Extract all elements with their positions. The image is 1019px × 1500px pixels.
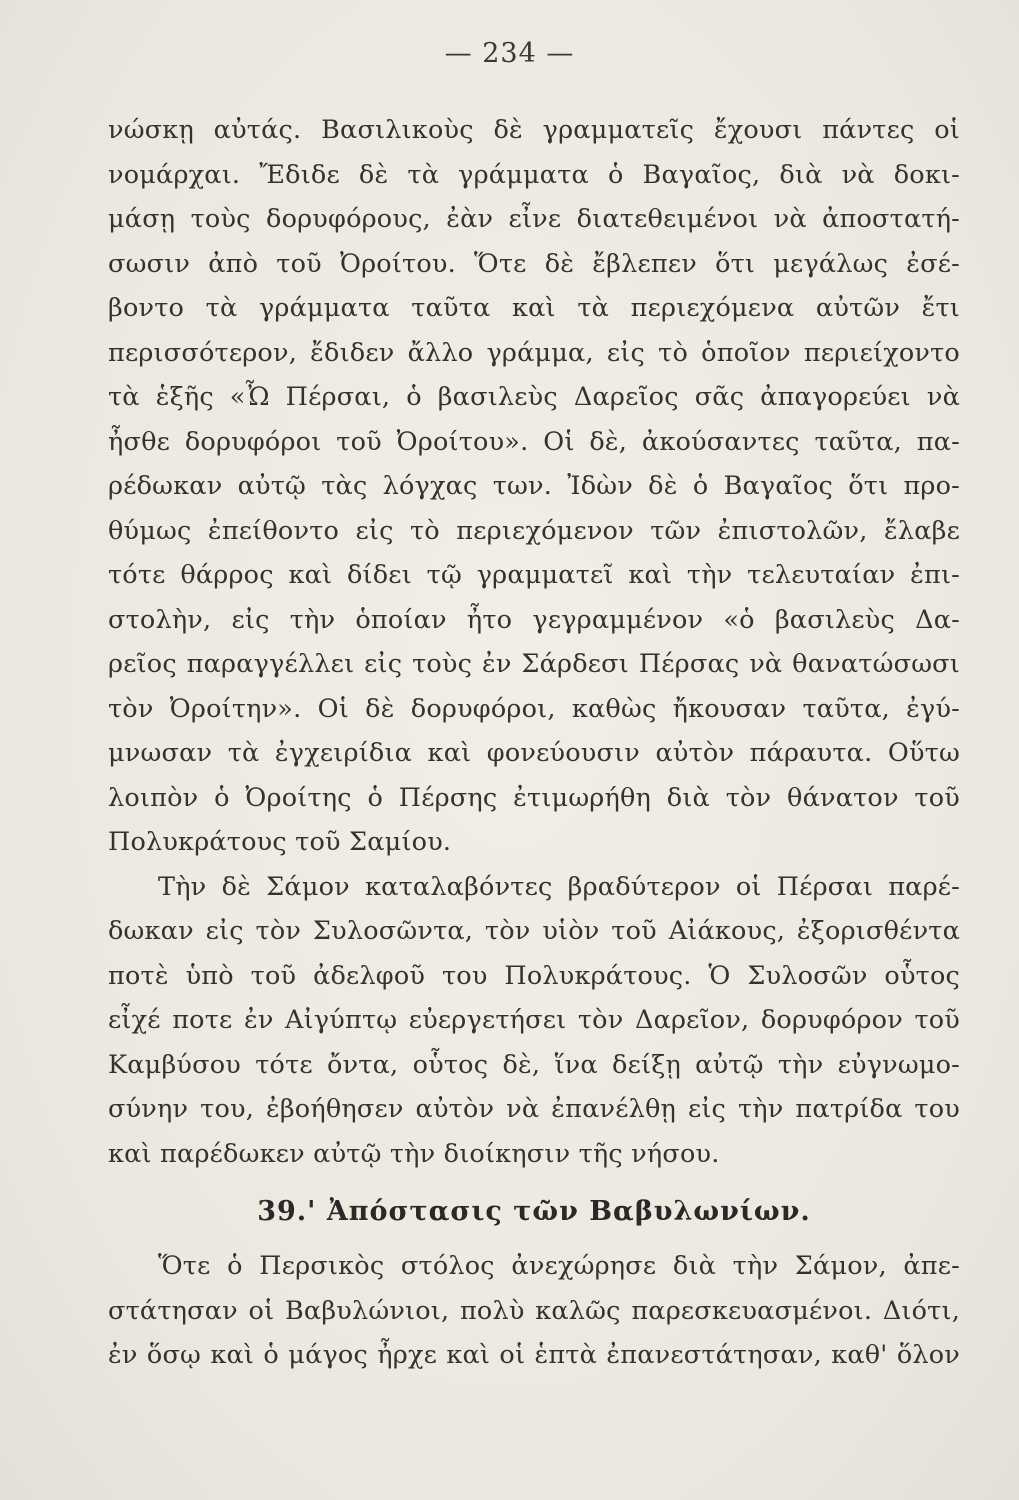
text-line: ἦσθε δορυφόροι τοῦ Ὀροίτου». Οἱ δὲ, ἀκούσαντες ταῦτα, πα- xyxy=(108,426,960,457)
text-line: σωσιν ἀπὸ τοῦ Ὀροίτου. Ὅτε δὲ ἔβλεπεν ὅτι μεγάλως ἐσέ- xyxy=(108,248,960,279)
text-line: νομάρχαι. Ἔδιδε δὲ τὰ γράμματα ὁ Βαγαῖος, διὰ νὰ δοκι- xyxy=(108,159,960,190)
text-line: Τὴν δὲ Σάμον καταλαβόντες βραδύτερον οἱ Πέρσαι παρέ- xyxy=(158,871,960,902)
text-line: τότε θάρρος καὶ δίδει τῷ γραμματεῖ καὶ τὴν τελευταίαν ἐπι- xyxy=(108,560,960,590)
text-line: ποτὲ ὑπὸ τοῦ ἀδελφοῦ του Πολυκράτους. Ὁ Συλοσῶν οὗτος xyxy=(108,960,960,991)
text-line: λοιπὸν ὁ Ὀροίτης ὁ Πέρσης ἐτιμωρήθη διὰ τὸν θάνατον τοῦ xyxy=(108,782,960,813)
paragraph-2 xyxy=(108,865,960,1177)
text-line: μνωσαν τὰ ἐγχειρίδια καὶ φονεύουσιν αὐτὸν πάραυτα. Οὕτω xyxy=(108,738,960,768)
text-line: ρεῖος παραγγέλλει εἰς τοὺς ἐν Σάρδεσι Πέρσας νὰ θανατώσωσι xyxy=(108,649,960,679)
text-line: στολὴν, εἰς τὴν ὁποίαν ἦτο γεγραμμένον «ὁ βασιλεὺς Δα- xyxy=(108,604,960,635)
paragraph-3 xyxy=(108,1244,960,1378)
page-number: — 234 — xyxy=(444,38,575,69)
text-line: ρέδωκαν αὐτῷ τὰς λόγχας των. Ἰδὼν δὲ ὁ Βαγαῖος ὅτι προ- xyxy=(108,471,960,501)
body-text xyxy=(108,108,960,1378)
text-line: μάσῃ τοὺς δορυφόρους, ἐὰν εἶνε διατεθειμένοι νὰ ἀποστατή- xyxy=(108,204,960,234)
paragraph-1 xyxy=(108,108,960,865)
text-line: βοντο τὰ γράμματα ταῦτα καὶ τὰ περιεχόμενα αὐτῶν ἔτι xyxy=(108,293,960,323)
text-line: τὰ ἑξῆς «Ὦ Πέρσαι, ὁ βασιλεὺς Δαρεῖος σᾶς ἀπαγορεύει νὰ xyxy=(108,382,960,412)
text-line: δωκαν εἰς τὸν Συλοσῶντα, τὸν υἱὸν τοῦ Αἰάκους, ἐξορισθέντα xyxy=(108,916,960,946)
text-line: σύνην του, ἐβοήθησεν αὐτὸν νὰ ἐπανέλθῃ εἰς τὴν πατρίδα του xyxy=(108,1094,960,1124)
text-line: Πολυκράτους τοῦ Σαμίου. xyxy=(108,827,452,857)
text-line: καὶ παρέδωκεν αὐτῷ τὴν διοίκησιν τῆς νήσου. xyxy=(108,1138,720,1169)
text-line: νώσκῃ αὐτάς. Βασιλικοὺς δὲ γραμματεῖς ἔχουσι πάντες οἱ xyxy=(108,115,960,145)
text-line: εἶχέ ποτε ἐν Αἰγύπτῳ εὐεργετήσει τὸν Δαρεῖον, δορυφόρον τοῦ xyxy=(108,1005,960,1035)
text-line: περισσότερον, ἔδιδεν ἄλλο γράμμα, εἰς τὸ ὁποῖον περιείχοντο xyxy=(108,337,960,368)
text-line: Ὅτε ὁ Περσικὸς στόλος ἀνεχώρησε διὰ τὴν Σάμον, ἀπε- xyxy=(158,1251,960,1281)
text-line: Καμβύσου τότε ὄντα, οὗτος δὲ, ἵνα δείξῃ αὐτῷ τὴν εὐγνωμο- xyxy=(108,1049,960,1080)
text-line: ἐν ὅσῳ καὶ ὁ μάγος ἦρχε καὶ οἱ ἑπτὰ ἐπανεστάτησαν, καθ' ὅλον xyxy=(108,1340,960,1370)
text-line: θύμως ἐπείθοντο εἰς τὸ περιεχόμενον τῶν ἐπιστολῶν, ἔλαβε xyxy=(108,515,960,546)
text-line: στάτησαν οἱ Βαβυλώνιοι, πολὺ καλῶς παρεσκευασμένοι. Διότι, xyxy=(108,1295,960,1326)
section-heading: 39.' Ἀπόστασις τῶν Βαβυλωνίων. xyxy=(257,1196,811,1227)
text-line: τὸν Ὀροίτην». Οἱ δὲ δορυφόροι, καθὼς ἤκουσαν ταῦτα, ἐγύ- xyxy=(108,693,960,724)
